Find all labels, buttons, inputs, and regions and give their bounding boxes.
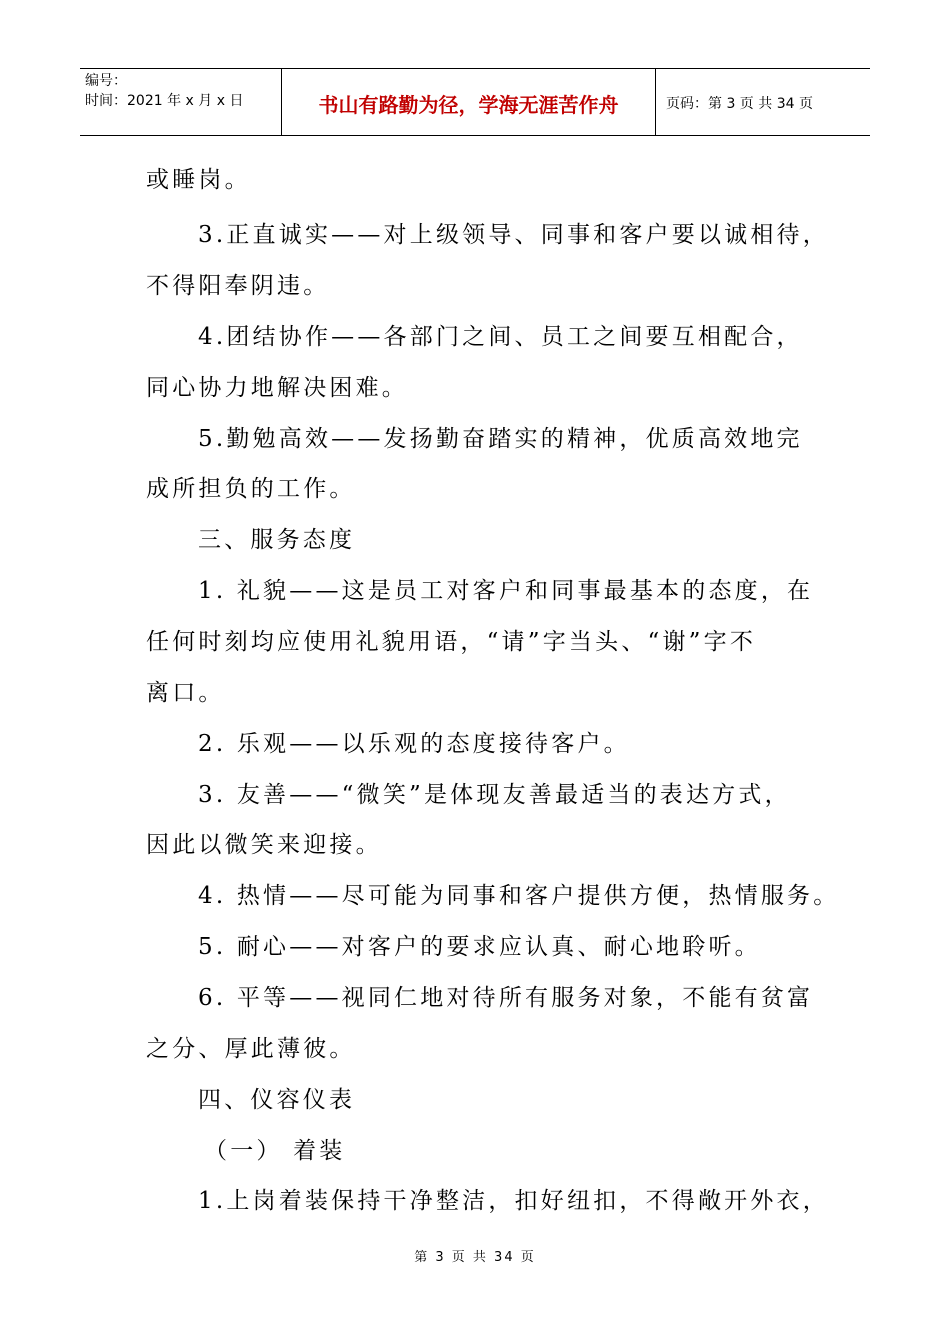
document-number-label: 编号：: [85, 73, 127, 89]
body-line: 任何时刻均应使用礼貌用语，“请”字当头、“谢”字不: [146, 629, 757, 655]
body-line: 或睡岗。: [146, 167, 251, 193]
header-page-info: 页码：第 3 页 共 34 页: [666, 96, 813, 112]
section-heading: 三、服务态度: [198, 527, 356, 553]
document-date-label: 时间：2021 年 x 月 x 日: [85, 93, 244, 109]
header-motto: 书山有路勤为径，学海无涯苦作舟: [282, 69, 656, 135]
body-line: 2. 乐观——以乐观的态度接待客户。: [198, 731, 630, 757]
body-line: 1. 礼貌——这是员工对客户和同事最基本的态度，在: [198, 578, 814, 604]
body-line: 之分、厚此薄彼。: [146, 1036, 356, 1062]
body-line: 5.勤勉高效——发扬勤奋踏实的精神，优质高效地完: [198, 426, 803, 452]
body-line: 4. 热情——尽可能为同事和客户提供方便，热情服务。: [198, 883, 840, 909]
page-footer: 第 3 页 共 34 页: [414, 1250, 536, 1265]
body-line: 6. 平等——视同仁地对待所有服务对象，不能有贫富: [198, 985, 814, 1011]
body-line: 成所担负的工作。: [146, 476, 356, 502]
body-line: 3. 友善——“微笑”是体现友善最适当的表达方式，: [198, 782, 791, 808]
body-line: 不得阳奉阴违。: [146, 273, 330, 299]
body-line: 1.上岗着装保持干净整洁，扣好纽扣，不得敞开外衣，: [198, 1188, 829, 1214]
body-line: 同心协力地解决困难。: [146, 375, 408, 401]
section-heading: 四、仪容仪表: [198, 1087, 356, 1113]
body-line: 4.团结协作——各部门之间、员工之间要互相配合，: [198, 324, 803, 350]
body-line: 离口。: [146, 680, 225, 706]
subsection-heading: （一） 着装: [204, 1138, 346, 1164]
header-meta: [80, 69, 282, 135]
page-header: [80, 68, 870, 136]
body-line: 因此以微笑来迎接。: [146, 832, 382, 858]
body-line: 5. 耐心——对客户的要求应认真、耐心地聆听。: [198, 934, 761, 960]
body-line: 3.正直诚实——对上级领导、同事和客户要以诚相待，: [198, 222, 829, 248]
